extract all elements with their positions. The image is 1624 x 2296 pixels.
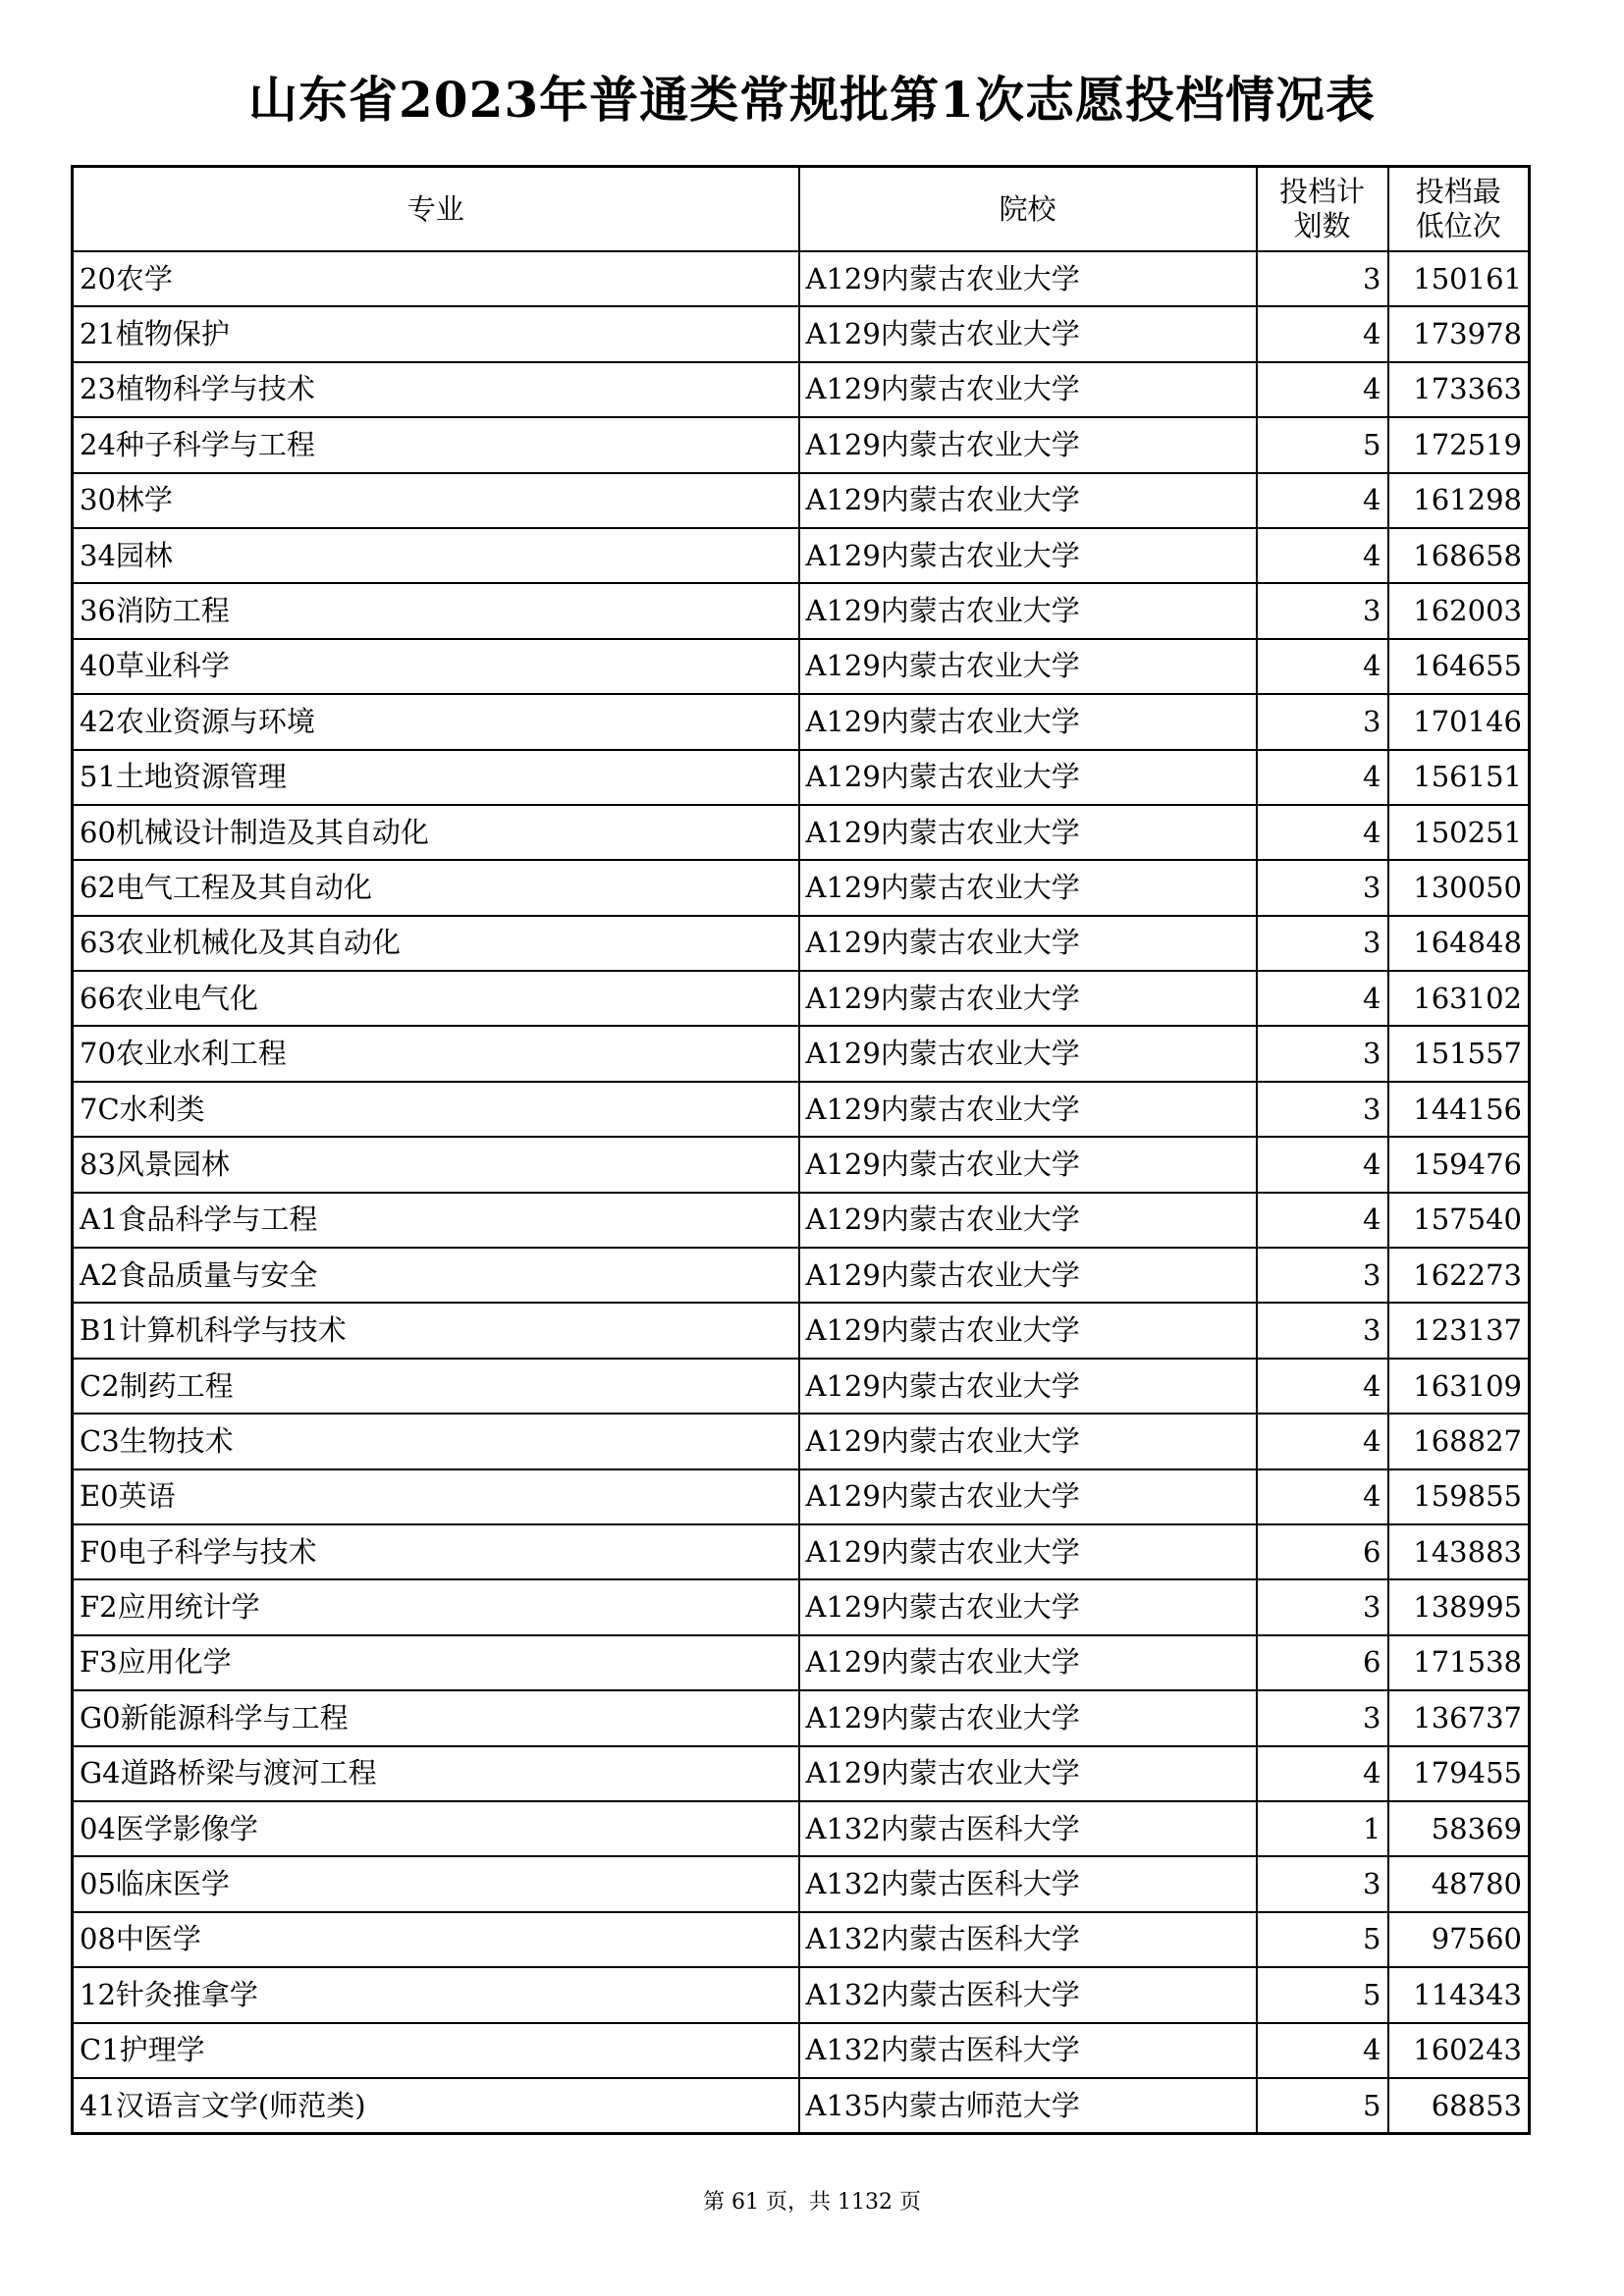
cell-min-rank: 150251 [1388,805,1530,860]
cell-school: A132内蒙古医科大学 [799,1967,1257,2022]
cell-min-rank: 168658 [1388,528,1530,583]
cell-plan-count: 3 [1257,1248,1388,1303]
cell-school: A129内蒙古农业大学 [799,528,1257,583]
table-row [73,1414,1530,1468]
cell-min-rank: 138995 [1388,1579,1530,1634]
header-major: 专业 [73,167,799,252]
cell-plan-count: 4 [1257,528,1388,583]
cell-plan-count: 4 [1257,971,1388,1026]
cell-plan-count: 3 [1257,916,1388,971]
table-row [73,1193,1530,1248]
cell-major: 7C水利类 [73,1082,799,1137]
cell-plan-count: 3 [1257,1303,1388,1358]
table-row [73,362,1530,417]
cell-min-rank: 160243 [1388,2023,1530,2078]
cell-school: A129内蒙古农业大学 [799,1082,1257,1137]
cell-school: A129内蒙古农业大学 [799,1303,1257,1358]
cell-school: A129内蒙古农业大学 [799,417,1257,472]
cell-plan-count: 3 [1257,860,1388,915]
cell-plan-count: 3 [1257,1690,1388,1745]
cell-plan-count: 3 [1257,251,1388,306]
cell-major: 24种子科学与工程 [73,417,799,472]
cell-plan-count: 4 [1257,1414,1388,1468]
cell-min-rank: 68853 [1388,2078,1530,2134]
admission-table [71,165,1531,2135]
cell-major: 34园林 [73,528,799,583]
cell-school: A132内蒙古医科大学 [799,1856,1257,1911]
cell-plan-count: 4 [1257,362,1388,417]
cell-min-rank: 114343 [1388,1967,1530,2022]
cell-plan-count: 4 [1257,1137,1388,1192]
cell-min-rank: 97560 [1388,1912,1530,1967]
table-row [73,2023,1530,2078]
cell-min-rank: 162273 [1388,1248,1530,1303]
table-row [73,1967,1530,2022]
header-school: 院校 [799,167,1257,252]
table-row [73,639,1530,694]
cell-school: A132内蒙古医科大学 [799,1912,1257,1967]
cell-min-rank: 130050 [1388,860,1530,915]
cell-min-rank: 156151 [1388,750,1530,805]
cell-school: A129内蒙古农业大学 [799,694,1257,749]
cell-min-rank: 168827 [1388,1414,1530,1468]
cell-school: A129内蒙古农业大学 [799,1414,1257,1468]
cell-major: 30林学 [73,473,799,528]
table-row [73,916,1530,971]
cell-min-rank: 157540 [1388,1193,1530,1248]
cell-major: 20农学 [73,251,799,306]
cell-min-rank: 151557 [1388,1026,1530,1081]
cell-school: A129内蒙古农业大学 [799,1524,1257,1579]
cell-min-rank: 123137 [1388,1303,1530,1358]
cell-major: 42农业资源与环境 [73,694,799,749]
cell-major: E0英语 [73,1469,799,1524]
cell-plan-count: 6 [1257,1635,1388,1690]
cell-school: A129内蒙古农业大学 [799,1248,1257,1303]
cell-major: A1食品科学与工程 [73,1193,799,1248]
table-row [73,1137,1530,1192]
table-row [73,1635,1530,1690]
table-row [73,1026,1530,1081]
cell-plan-count: 3 [1257,1579,1388,1634]
cell-plan-count: 3 [1257,694,1388,749]
page-title: 山东省2023年普通类常规批第1次志愿投档情况表 [248,71,1376,129]
cell-min-rank: 172519 [1388,417,1530,472]
cell-min-rank: 159855 [1388,1469,1530,1524]
cell-major: G0新能源科学与工程 [73,1690,799,1745]
cell-school: A129内蒙古农业大学 [799,1690,1257,1745]
cell-plan-count: 1 [1257,1801,1388,1856]
table-body [73,251,1530,2134]
cell-plan-count: 4 [1257,2023,1388,2078]
table-row [73,1469,1530,1524]
header-plan-count: 投档计 划数 [1257,167,1388,252]
cell-school: A129内蒙古农业大学 [799,750,1257,805]
cell-major: 40草业科学 [73,639,799,694]
cell-school: A129内蒙古农业大学 [799,1635,1257,1690]
cell-plan-count: 4 [1257,473,1388,528]
cell-min-rank: 164848 [1388,916,1530,971]
table-row [73,971,1530,1026]
cell-plan-count: 4 [1257,1469,1388,1524]
table-header-row [73,167,1530,252]
table-row [73,1579,1530,1634]
cell-school: A129内蒙古农业大学 [799,971,1257,1026]
cell-major: F3应用化学 [73,1635,799,1690]
cell-plan-count: 6 [1257,1524,1388,1579]
cell-school: A129内蒙古农业大学 [799,916,1257,971]
cell-major: 62电气工程及其自动化 [73,860,799,915]
cell-school: A129内蒙古农业大学 [799,639,1257,694]
cell-min-rank: 159476 [1388,1137,1530,1192]
cell-min-rank: 144156 [1388,1082,1530,1137]
cell-school: A129内蒙古农业大学 [799,1137,1257,1192]
cell-min-rank: 164655 [1388,639,1530,694]
cell-school: A129内蒙古农业大学 [799,805,1257,860]
cell-min-rank: 173363 [1388,362,1530,417]
cell-plan-count: 4 [1257,639,1388,694]
cell-plan-count: 4 [1257,805,1388,860]
cell-min-rank: 143883 [1388,1524,1530,1579]
table-row [73,306,1530,361]
cell-major: 83风景园林 [73,1137,799,1192]
cell-major: C2制药工程 [73,1359,799,1414]
cell-major: 04医学影像学 [73,1801,799,1856]
cell-plan-count: 4 [1257,1359,1388,1414]
cell-major: 60机械设计制造及其自动化 [73,805,799,860]
cell-plan-count: 4 [1257,306,1388,361]
cell-min-rank: 170146 [1388,694,1530,749]
header-min-rank: 投档最 低位次 [1388,167,1530,252]
cell-school: A129内蒙古农业大学 [799,860,1257,915]
cell-min-rank: 150161 [1388,251,1530,306]
cell-school: A129内蒙古农业大学 [799,1193,1257,1248]
cell-major: F0电子科学与技术 [73,1524,799,1579]
table-row [73,805,1530,860]
cell-plan-count: 5 [1257,1967,1388,2022]
cell-min-rank: 173978 [1388,306,1530,361]
table-row [73,1856,1530,1911]
cell-major: 70农业水利工程 [73,1026,799,1081]
cell-major: G4道路桥梁与渡河工程 [73,1746,799,1801]
table-row [73,1303,1530,1358]
cell-plan-count: 3 [1257,1082,1388,1137]
cell-major: C1护理学 [73,2023,799,2078]
cell-plan-count: 5 [1257,2078,1388,2134]
cell-school: A135内蒙古师范大学 [799,2078,1257,2134]
table-row [73,750,1530,805]
cell-min-rank: 161298 [1388,473,1530,528]
table-row [73,694,1530,749]
cell-min-rank: 171538 [1388,1635,1530,1690]
cell-major: C3生物技术 [73,1414,799,1468]
cell-min-rank: 162003 [1388,583,1530,638]
cell-plan-count: 3 [1257,583,1388,638]
cell-major: 36消防工程 [73,583,799,638]
cell-school: A129内蒙古农业大学 [799,583,1257,638]
cell-major: 05临床医学 [73,1856,799,1911]
table-row [73,528,1530,583]
cell-school: A129内蒙古农业大学 [799,1359,1257,1414]
cell-major: 51土地资源管理 [73,750,799,805]
cell-plan-count: 5 [1257,417,1388,472]
cell-school: A132内蒙古医科大学 [799,2023,1257,2078]
cell-plan-count: 4 [1257,750,1388,805]
cell-school: A132内蒙古医科大学 [799,1801,1257,1856]
cell-plan-count: 5 [1257,1912,1388,1967]
table-row [73,1248,1530,1303]
cell-major: 12针灸推拿学 [73,1967,799,2022]
cell-major: 66农业电气化 [73,971,799,1026]
table-row [73,1524,1530,1579]
cell-plan-count: 3 [1257,1026,1388,1081]
cell-plan-count: 4 [1257,1746,1388,1801]
table-row [73,1746,1530,1801]
cell-min-rank: 58369 [1388,1801,1530,1856]
cell-plan-count: 3 [1257,1856,1388,1911]
cell-school: A129内蒙古农业大学 [799,1469,1257,1524]
table-row [73,473,1530,528]
cell-major: 23植物科学与技术 [73,362,799,417]
cell-major: A2食品质量与安全 [73,1248,799,1303]
table-row [73,251,1530,306]
table-row [73,1801,1530,1856]
cell-min-rank: 179455 [1388,1746,1530,1801]
page-footer: 第 61 页，共 1132 页 [703,2190,921,2215]
cell-major: 63农业机械化及其自动化 [73,916,799,971]
table-row [73,1690,1530,1745]
table-row [73,1912,1530,1967]
table-row [73,417,1530,472]
table-row [73,1359,1530,1414]
table-row [73,1082,1530,1137]
cell-major: 41汉语言文学(师范类) [73,2078,799,2134]
cell-school: A129内蒙古农业大学 [799,1746,1257,1801]
table-row [73,2078,1530,2134]
cell-school: A129内蒙古农业大学 [799,306,1257,361]
table-row [73,860,1530,915]
cell-min-rank: 163102 [1388,971,1530,1026]
cell-school: A129内蒙古农业大学 [799,251,1257,306]
cell-major: B1计算机科学与技术 [73,1303,799,1358]
cell-school: A129内蒙古农业大学 [799,1026,1257,1081]
cell-major: 08中医学 [73,1912,799,1967]
table-row [73,583,1530,638]
cell-major: F2应用统计学 [73,1579,799,1634]
cell-plan-count: 4 [1257,1193,1388,1248]
cell-school: A129内蒙古农业大学 [799,1579,1257,1634]
cell-min-rank: 48780 [1388,1856,1530,1911]
cell-school: A129内蒙古农业大学 [799,362,1257,417]
cell-school: A129内蒙古农业大学 [799,473,1257,528]
cell-min-rank: 163109 [1388,1359,1530,1414]
cell-major: 21植物保护 [73,306,799,361]
cell-min-rank: 136737 [1388,1690,1530,1745]
